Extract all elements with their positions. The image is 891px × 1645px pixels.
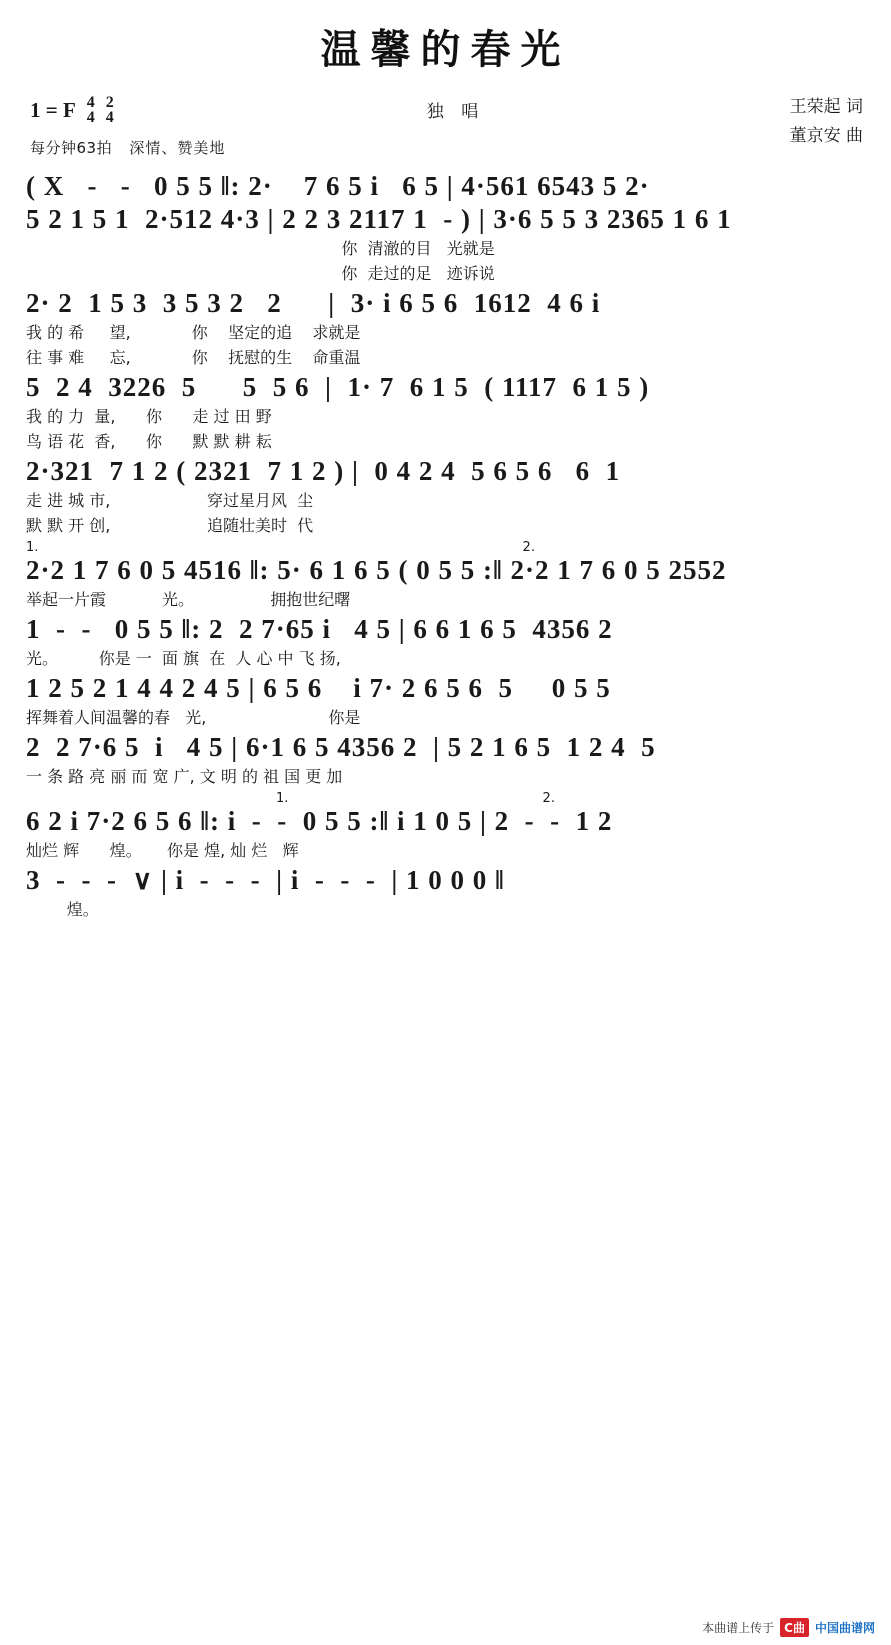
ending-brackets (26, 791, 865, 806)
site-name[interactable]: 中国曲谱网 (814, 1621, 875, 1635)
music-system-4 (26, 372, 865, 456)
lyric-line-verse1: 煌。 (26, 900, 99, 919)
notation-line: 2·321 7 1 2 ( 2321 7 1 2 ) | 0 4 2 4 5 6 5 6 6 1 (26, 456, 621, 486)
first-ending-label: 1. (26, 540, 39, 555)
notation-line: 3 - - - ∨ | i - - - | i - - - | 1 0 0 0 ‖ (26, 865, 505, 895)
lyric-line-verse1: 你 清澈的目 光就是 (26, 239, 495, 258)
page-title: 温馨的春光 (320, 27, 571, 73)
mood-marking: 深情、赞美地 (129, 139, 226, 157)
notation-line: 6 2 i 7·2 6 5 6 ‖: i - - 0 5 5 :‖ i 1 0 5 | 2 - - 1 2 (26, 806, 613, 836)
tempo-bpm: 每分钟63拍 (30, 139, 113, 157)
lyric-line-verse1: 挥舞着人间温馨的春 光, 你是 (26, 708, 361, 727)
second-ending-label: 2. (542, 791, 555, 806)
lyric-line-verse1: 光。 你是 一 面 旗 在 人 心 中 飞 扬, (26, 649, 341, 668)
lyric-line-verse2: 往 事 难 忘, 你 抚慰的生 命重温 (26, 348, 361, 367)
lyric-line-verse1: 我 的 希 望, 你 坚定的追 求就是 (26, 323, 361, 342)
notation-line: ( X - - 0 5 5 ‖: 2· 7 6 5 i 6 5 | 4·561 6543 5 2· (26, 171, 650, 201)
second-ending-label: 2. (522, 540, 535, 555)
music-system-11 (26, 865, 865, 924)
notation-line: 1 2 5 2 1 4 4 2 4 5 | 6 5 6 i 7· 2 6 5 6 5 0 5 5 (26, 673, 611, 703)
ending-brackets (26, 540, 865, 555)
music-system-7 (26, 614, 865, 673)
lyric-line-verse1: 举起一片霞 光。 拥抱世纪曙 (26, 590, 351, 609)
lyric-line-verse2: 鸟 语 花 香, 你 默 默 耕 耘 (26, 432, 272, 451)
composer: 董京安 曲 (789, 125, 863, 146)
lyric-line-verse1: 灿烂 辉 煌。 你是 煌, 灿 烂 辉 (26, 841, 299, 860)
footer-credit (702, 1618, 875, 1637)
lyric-line-verse1: 走 进 城 市, 穿过星月风 尘 (26, 491, 314, 510)
time-signature-secondary: 2 4 (105, 94, 114, 127)
site-logo: C曲 (780, 1618, 809, 1637)
music-system-8 (26, 673, 865, 732)
time-signature-primary: 4 4 (86, 94, 95, 127)
header-meta (0, 85, 891, 171)
music-system-9 (26, 732, 865, 791)
music-system-10 (26, 791, 865, 865)
lyricist: 王荣起 词 (789, 97, 863, 117)
notation-line: 2· 2 1 5 3 3 5 3 2 2 | 3· i 6 5 6 1612 4 6 i (26, 288, 601, 318)
notation-line: 2 2 7·6 5 i 4 5 | 6·1 6 5 4356 2 | 5 2 1 6 5 1 2 4 5 (26, 732, 656, 762)
notation-line: 1 - - 0 5 5 ‖: 2 2 7·65 i 4 5 | 6 6 1 6 5 4356 2 (26, 614, 613, 644)
lyric-line-verse2: 默 默 开 创, 追随壮美时 代 (26, 516, 314, 535)
first-ending-label: 1. (276, 791, 289, 806)
credits (790, 93, 863, 151)
notation-line: 2·2 1 7 6 0 5 4516 ‖: 5· 6 1 6 5 ( 0 5 5 :‖ 2·2 1 7 6 0 5 2552 (26, 555, 727, 585)
key-label: 1 = F (30, 97, 76, 122)
footer-text: 本曲谱上传于 (702, 1621, 775, 1635)
music-system-6 (26, 540, 865, 614)
lyric-line-verse2: 你 走过的足 迹诉说 (26, 264, 495, 283)
music-system-3 (26, 288, 865, 372)
lyric-line-verse1: 一 条 路 亮 丽 而 宽 广, 文 明 的 祖 国 更 加 (26, 767, 343, 786)
music-system-5 (26, 456, 865, 540)
notation-line: 5 2 1 5 1 2·512 4·3 | 2 2 3 2117 1 - ) | 3·6 5 5 3 2365 1 6 1 (26, 204, 732, 234)
performance-type: 独 唱 (426, 102, 485, 122)
music-system-1 (26, 171, 865, 204)
notation-line: 5 2 4 3226 5 5 5 6 | 1· 7 6 1 5 ( 1117 6 1 5 ) (26, 372, 650, 402)
tempo-marking (30, 137, 225, 158)
music-system-2 (26, 204, 865, 288)
lyric-line-verse1: 我 的 力 量, 你 走 过 田 野 (26, 407, 272, 426)
